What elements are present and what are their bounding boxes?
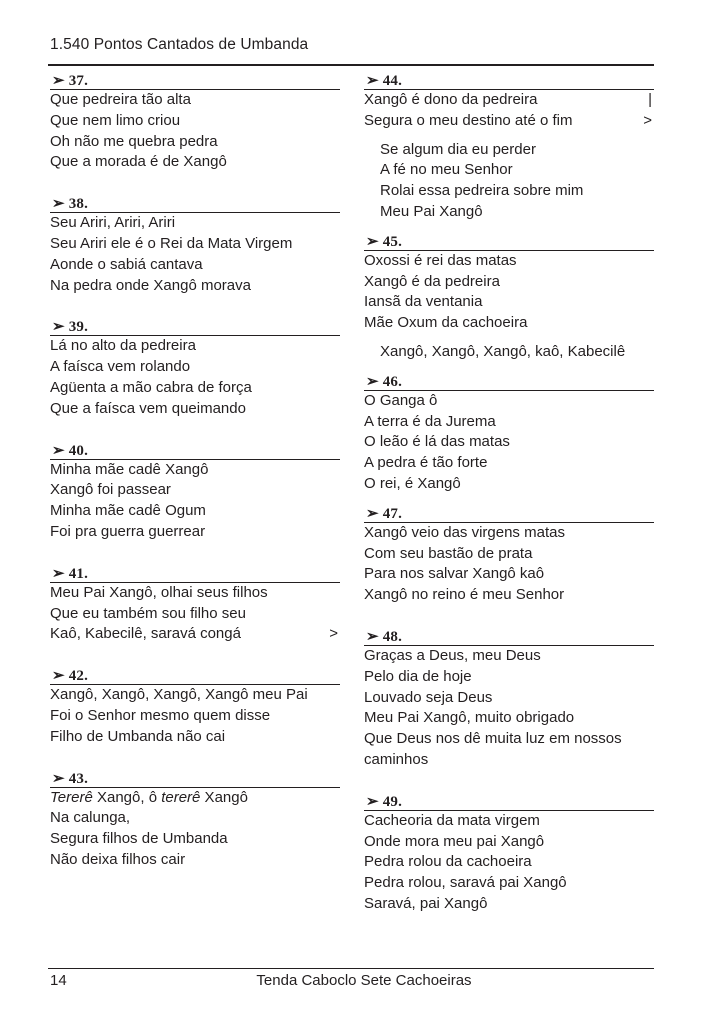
arrow-bullet-icon: ➢ [52,770,65,787]
ponto-49 [364,791,654,915]
ponto-44 [364,70,654,223]
entry-number: ➢ 37. [52,73,89,89]
verse-line: Saravá, pai Xangô [364,894,488,912]
ponto-46 [364,371,654,495]
entry-header [50,316,340,336]
verse-line: Que a morada é de Xangô [50,153,227,171]
verse-line: Onde mora meu pai Xangô [364,832,545,850]
verse-line: Que eu também sou filho seu [50,604,246,622]
verse-line: Segura filhos de Umbanda [50,830,228,848]
entry-number: ➢ 41. [52,565,89,582]
entry-header [364,503,654,523]
arrow-bullet-icon: ➢ [366,505,379,522]
entry-header [50,665,340,685]
verse-line: O leão é lá das matas [364,433,510,451]
verse-line: Meu Pai Xangô, muito obrigado [364,709,575,727]
right-column [364,70,654,915]
entry-number: ➢ 42. [52,668,89,685]
verse-line: Pelo dia de hoje [364,667,472,685]
verse-line: Para nos salvar Xangô kaô [364,565,545,583]
ponto-39 [50,316,340,419]
refrain-line: Meu Pai Xangô [380,202,483,220]
verse-line: A pedra é tão forte [364,454,488,472]
arrow-bullet-icon: ➢ [52,319,65,336]
verse-line: Minha mãe cadê Ogum [50,502,206,520]
verse-line: Kaô, Kabecilê, saravá congá > [50,624,340,645]
verse-line: Louvado seja Deus [364,688,493,706]
entry-number: ➢ 39. [52,319,89,336]
verse-line: Meu Pai Xangô, olhai seus filhos [50,583,268,601]
entry-header [50,193,340,213]
verse-line: Não deixa filhos cair [50,850,186,868]
verse-line: Aonde o sabiá cantava [50,255,203,273]
entry-header [50,70,340,90]
entry-header [364,626,654,646]
entry-number: ➢ 43. [52,770,89,787]
arrow-bullet-icon: ➢ [366,793,379,810]
verse-line: caminhos [364,750,429,768]
verse-line: Na calunga, [50,809,131,827]
entry-number: ➢ 49. [366,793,403,810]
verse-line: Cacheoria da mata virgem [364,811,540,829]
ponto-41 [50,563,340,645]
footer-title: Tenda Caboclo Sete Cachoeiras [256,972,472,989]
verse-line: Tererê Xangô, ô tererê Xangô [50,788,248,806]
arrow-bullet-icon: ➢ [366,73,379,89]
verse-line: Foi o Senhor mesmo quem disse [50,706,271,724]
ponto-43 [50,768,340,871]
verse-line: Iansã da ventania [364,293,483,311]
refrain-line: Xangô, Xangô, Xangô, kaô, Kabecilê [380,342,626,360]
refrain-line: Se algum dia eu perder [380,140,536,158]
ponto-47 [364,503,654,606]
verse-line: Xangô foi passear [50,481,171,499]
verse-line: Graças a Deus, meu Deus [364,646,541,664]
page-header-title: 1.540 Pontos Cantados de Umbanda [50,36,309,53]
verse-line: Que nem limo criou [50,111,181,129]
refrain-line: A fé no meu Senhor [380,161,513,179]
entry-number: ➢ 38. [52,196,89,213]
ponto-37 [50,70,340,173]
verse-line: Seu Ariri ele é o Rei da Mata Virgem [50,234,293,252]
ponto-38 [50,193,340,296]
ponto-48 [364,626,654,771]
entry-header [50,563,340,583]
verse-line: Na pedra onde Xangô morava [50,276,251,294]
entry-header [50,440,340,460]
verse-line: Oxossi é rei das matas [364,251,517,269]
verse-line: Pedra rolou da cachoeira [364,853,532,871]
entry-number: ➢ 44. [366,73,403,89]
entry-number: ➢ 46. [366,373,403,390]
verse-line: Xangô, Xangô, Xangô, Xangô meu Pai [50,686,308,704]
verse-line: Xangô é da pedreira [364,272,500,290]
verse-line: O rei, é Xangô [364,474,461,492]
entry-number: ➢ 45. [366,233,403,250]
verse-line: Xangô veio das virgens matas [364,523,565,541]
verse-line: Seu Ariri, Ariri, Ariri [50,214,176,232]
continuation-marker: > [329,625,338,643]
verse-line: Lá no alto da pedreira [50,337,196,355]
verse-line: A terra é da Jurema [364,412,496,430]
verse-line: Minha mãe cadê Xangô [50,460,209,478]
entry-header [364,70,654,90]
verse-line: Com seu bastão de prata [364,544,533,562]
entry-number: ➢ 40. [52,442,89,459]
ponto-40 [50,440,340,543]
continuation-marker: > [643,111,652,129]
verse-line: Que a faísca vem queimando [50,399,246,417]
verse-line: Segura o meu destino até o fim > [364,111,654,132]
verse-line: O Ganga ô [364,391,438,409]
verse-line: Que pedreira tão alta [50,91,191,108]
footer-rule [48,968,654,969]
verse-line: A faísca vem rolando [50,358,191,376]
verse-line: Mãe Oxum da cachoeira [364,314,528,332]
verse-line: Agüenta a mão cabra de força [50,378,252,396]
entry-header [364,371,654,391]
arrow-bullet-icon: ➢ [52,73,65,89]
entry-header [364,791,654,811]
arrow-bullet-icon: ➢ [366,233,379,250]
refrain-line: Rolai essa pedreira sobre mim [380,182,584,200]
verse-line: Que Deus nos dê muita luz em nossos [364,730,622,748]
header-rule [48,64,654,66]
verse-line: Pedra rolou, saravá pai Xangô [364,874,567,892]
arrow-bullet-icon: ➢ [52,668,65,685]
arrow-bullet-icon: ➢ [52,442,65,459]
continuation-marker: | [648,91,652,108]
verse-line: Xangô no reino é meu Senhor [364,586,565,604]
page-number: 14 [50,972,67,989]
verse-line: Foi pra guerra guerrear [50,522,206,540]
arrow-bullet-icon: ➢ [52,196,65,213]
ponto-42 [50,665,340,747]
ponto-45 [364,231,654,363]
verse-line: Filho de Umbanda não cai [50,727,226,745]
left-column [50,70,340,871]
arrow-bullet-icon: ➢ [366,373,379,390]
entry-number: ➢ 47. [366,505,403,522]
entry-number: ➢ 48. [366,628,403,645]
arrow-bullet-icon: ➢ [366,628,379,645]
verse-line: Oh não me quebra pedra [50,132,218,150]
entry-header [364,231,654,251]
arrow-bullet-icon: ➢ [52,565,65,582]
verse-line: Xangô é dono da pedreira | [364,90,654,111]
entry-header [50,768,340,788]
